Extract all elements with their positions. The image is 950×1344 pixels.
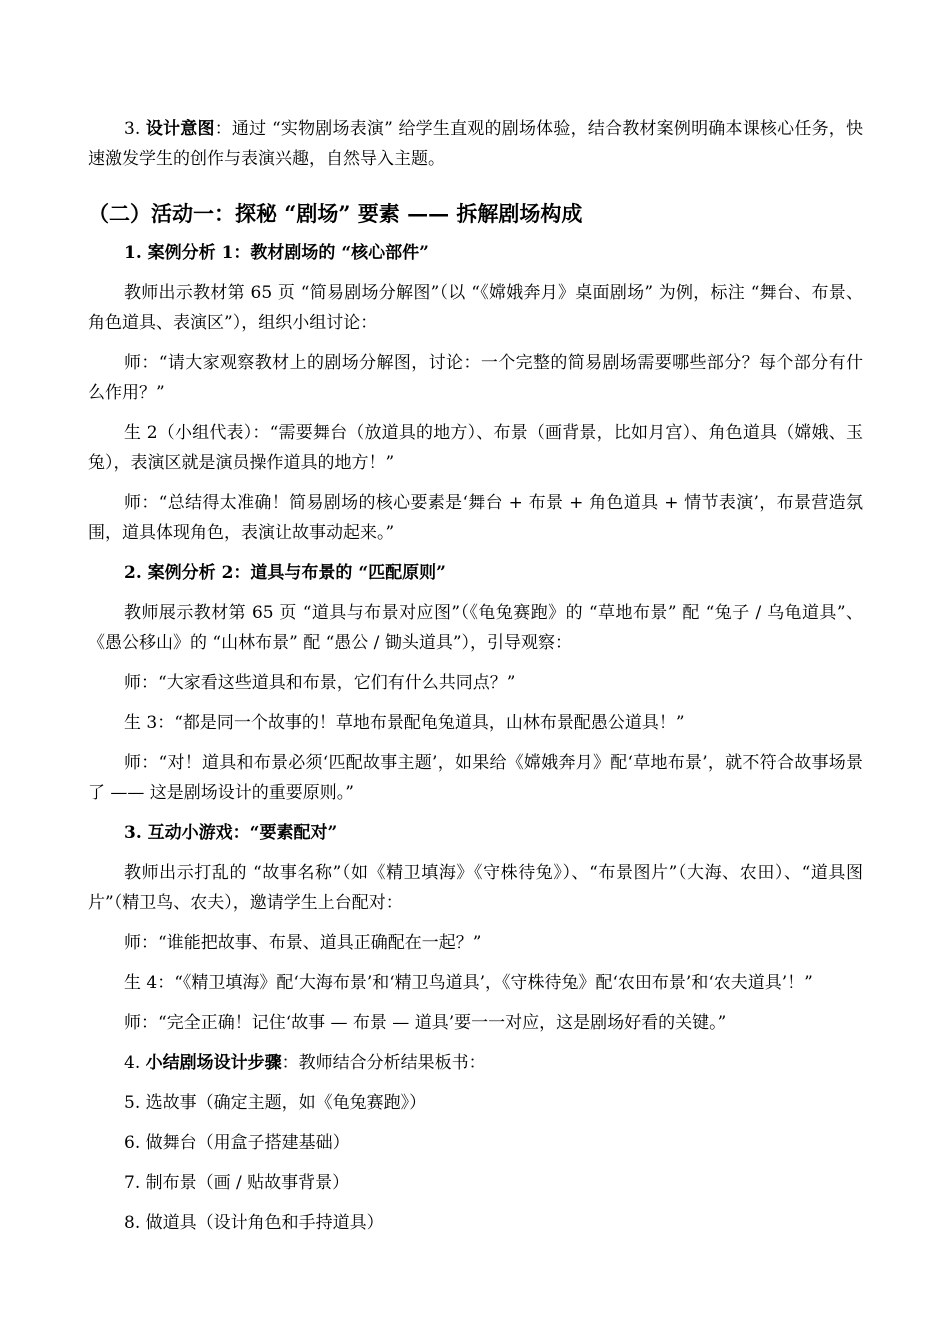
summary-number: 4. (124, 1053, 146, 1073)
game-heading-text: 3. 互动小游戏：“要素配对” (124, 823, 338, 843)
case2-heading-text: 2. 案例分析 2：道具与布景的 “匹配原则” (124, 563, 446, 583)
step-item: 5. 选故事（确定主题，如《龟兔赛跑》） (124, 1093, 427, 1113)
game-paragraph-1: 教师出示打乱的 “故事名称”（如《精卫填海》《守株待兔》）、“布景图片”（大海、农田）、“道具图片”（精卫鸟、农夫），邀请学生上台配对： (88, 863, 863, 913)
game-paragraph-4: 师：“完全正确！记住‘故事 — 布景 — 道具’要一一对应，这是剧场好看的关键。” (124, 1013, 727, 1033)
case1-paragraph-3: 生 2（小组代表）：“需要舞台（放道具的地方）、布景（画背景，比如月宫）、角色道具（嫦娥、玉兔），表演区就是演员操作道具的地方！” (88, 423, 863, 473)
case1-paragraph-2: 师：“请大家观察教材上的剧场分解图，讨论：一个完整的简易剧场需要哪些部分？每个部分有什么作用？” (88, 353, 863, 403)
design-intent-label: 设计意图 (145, 119, 215, 139)
summary-label: 小结剧场设计步骤 (145, 1053, 282, 1073)
design-intent-paragraph (88, 114, 863, 174)
case2-paragraph-3: 生 3：“都是同一个故事的！草地布景配龟兔道具，山林布景配愚公道具！” (124, 713, 685, 733)
case2-heading (88, 558, 863, 588)
game-paragraph-3: 生 4：“《精卫填海》配‘大海布景’和‘精卫鸟道具’，《守株待兔》配‘农田布景’和‘农夫道具’！” (124, 973, 813, 993)
game-heading (88, 818, 863, 848)
case2-paragraph-4: 师：“对！道具和布景必须‘匹配故事主题’，如果给《嫦娥奔月》配‘草地布景’，就不符合故事场景了 —— 这是剧场设计的重要原则。” (88, 753, 863, 803)
summary-text: ：教师结合分析结果板书： (281, 1053, 486, 1073)
case2-paragraph-2: 师：“大家看这些道具和布景，它们有什么共同点？” (124, 673, 516, 693)
case2-paragraph-1: 教师展示教材第 65 页 “道具与布景对应图”（《龟兔赛跑》的 “草地布景” 配 “兔子 / 乌龟道具”、《愚公移山》的 “山林布景” 配 “愚公 / 锄头道具”），引导观察： (88, 603, 863, 653)
step-item: 7. 制布景（画 / 贴故事背景） (124, 1173, 350, 1193)
design-intent-text: ：通过 “实物剧场表演” 给学生直观的剧场体验，结合教材案例明确本课核心任务，快速激发学生的创作与表演兴趣，自然导入主题。 (88, 119, 863, 169)
case1-heading (88, 238, 863, 268)
summary-paragraph (88, 1048, 863, 1078)
case1-paragraph-4: 师：“总结得太准确！简易剧场的核心要素是‘舞台 + 布景 + 角色道具 + 情节表演’，布景营造氛围，道具体现角色，表演让故事动起来。” (88, 493, 863, 543)
step-item: 8. 做道具（设计角色和手持道具） (124, 1213, 384, 1233)
step-item: 6. 做舞台（用盒子搭建基础） (124, 1133, 350, 1153)
case1-heading-text: 1. 案例分析 1：教材剧场的 “核心部件” (124, 243, 429, 263)
design-intent-number: 3. (124, 119, 146, 139)
case1-paragraph-1: 教师出示教材第 65 页 “简易剧场分解图”（以 “《嫦娥奔月》桌面剧场” 为例，标注 “舞台、布景、角色道具、表演区”），组织小组讨论： (88, 283, 863, 333)
section-title: （二）活动一：探秘 “剧场” 要素 —— 拆解剧场构成 (88, 201, 583, 226)
game-paragraph-2: 师：“谁能把故事、布景、道具正确配在一起？” (124, 933, 482, 953)
document-body (88, 114, 863, 1238)
